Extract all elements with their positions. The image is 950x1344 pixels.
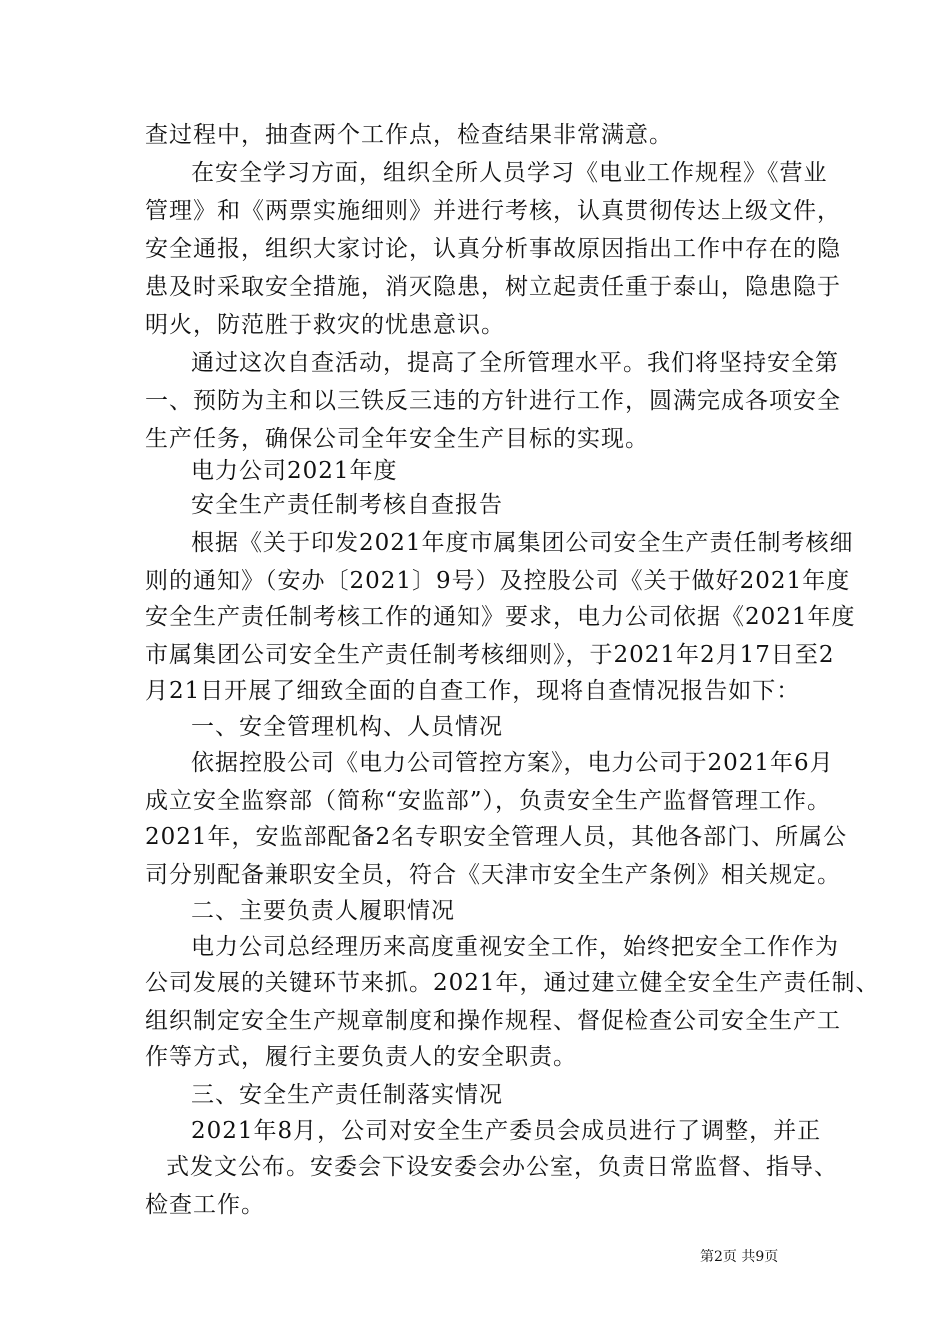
body-text-line: 通过这次自查活动，提高了全所管理水平。我们将坚持安全第 xyxy=(191,350,839,376)
body-text-line: 根据《关于印发2021年度市属集团公司安全生产责任制考核细 xyxy=(191,530,854,556)
body-text-line: 司分别配备兼职安全员，符合《天津市安全生产条例》相关规定。 xyxy=(145,862,841,888)
body-text-line: 2021年，安监部配备2名专职安全管理人员，其他各部门、所属公 xyxy=(145,824,848,850)
body-text-line: 2021年8月，公司对安全生产委员会成员进行了调整，并正 xyxy=(191,1118,822,1144)
body-text-line: 安全通报，组织大家讨论，认真分析事故原因指出工作中存在的隐 xyxy=(145,236,841,262)
body-text-line: 在安全学习方面，组织全所人员学习《电业工作规程》《营业 xyxy=(191,160,828,186)
page-number: 第2页 共9页 xyxy=(700,1249,779,1265)
body-text-line: 组织制定安全生产规章制度和操作规程、督促检查公司安全生产工 xyxy=(145,1008,841,1034)
body-text-line: 安全生产责任制考核工作的通知》要求，电力公司依据《2021年度 xyxy=(145,604,856,630)
body-text-line: 患及时采取安全措施，消灭隐患，树立起责任重于泰山，隐患隐于 xyxy=(145,274,841,300)
body-text-line: 一、预防为主和以三铁反三违的方针进行工作，圆满完成各项安全 xyxy=(145,388,841,414)
body-text-line: 管理》和《两票实施细则》并进行考核，认真贯彻传达上级文件， xyxy=(145,198,841,224)
body-text-line: 作等方式，履行主要负责人的安全职责。 xyxy=(145,1044,577,1070)
body-text-line: 月21日开展了细致全面的自查工作，现将自查情况报告如下： xyxy=(145,678,801,704)
body-text-line: 市属集团公司安全生产责任制考核细则》，于2021年2月17日至2 xyxy=(145,642,835,668)
report-title-line: 电力公司2021年度 xyxy=(191,458,398,484)
body-text-line: 依据控股公司《电力公司管控方案》，电力公司于2021年6月 xyxy=(191,750,834,776)
section-heading: 三、安全生产责任制落实情况 xyxy=(191,1082,503,1108)
body-text-line: 公司发展的关键环节来抓。2021年，通过建立健全安全生产责任制、 xyxy=(145,970,880,996)
body-text-line: 生产任务，确保公司全年安全生产目标的实现。 xyxy=(145,426,649,452)
body-text-line: 检查工作。 xyxy=(145,1192,265,1218)
body-text-line: 电力公司总经理历来高度重视安全工作，始终把安全工作作为 xyxy=(191,934,839,960)
section-heading: 一、安全管理机构、人员情况 xyxy=(191,714,503,740)
section-heading: 二、主要负责人履职情况 xyxy=(191,898,455,924)
report-title-line: 安全生产责任制考核自查报告 xyxy=(191,492,503,518)
body-text-line: 成立安全监察部（简称“安监部”），负责安全生产监督管理工作。 xyxy=(145,788,832,814)
body-text-line: 式发文公布。安委会下设安委会办公室，负责日常监督、指导、 xyxy=(166,1154,838,1180)
body-text-line: 则的通知》（安办〔2021〕9号）及控股公司《关于做好2021年度 xyxy=(145,568,851,594)
body-text-line: 明火，防范胜于救灾的忧患意识。 xyxy=(145,312,505,338)
body-text-line: 查过程中，抽查两个工作点，检查结果非常满意。 xyxy=(145,122,673,148)
